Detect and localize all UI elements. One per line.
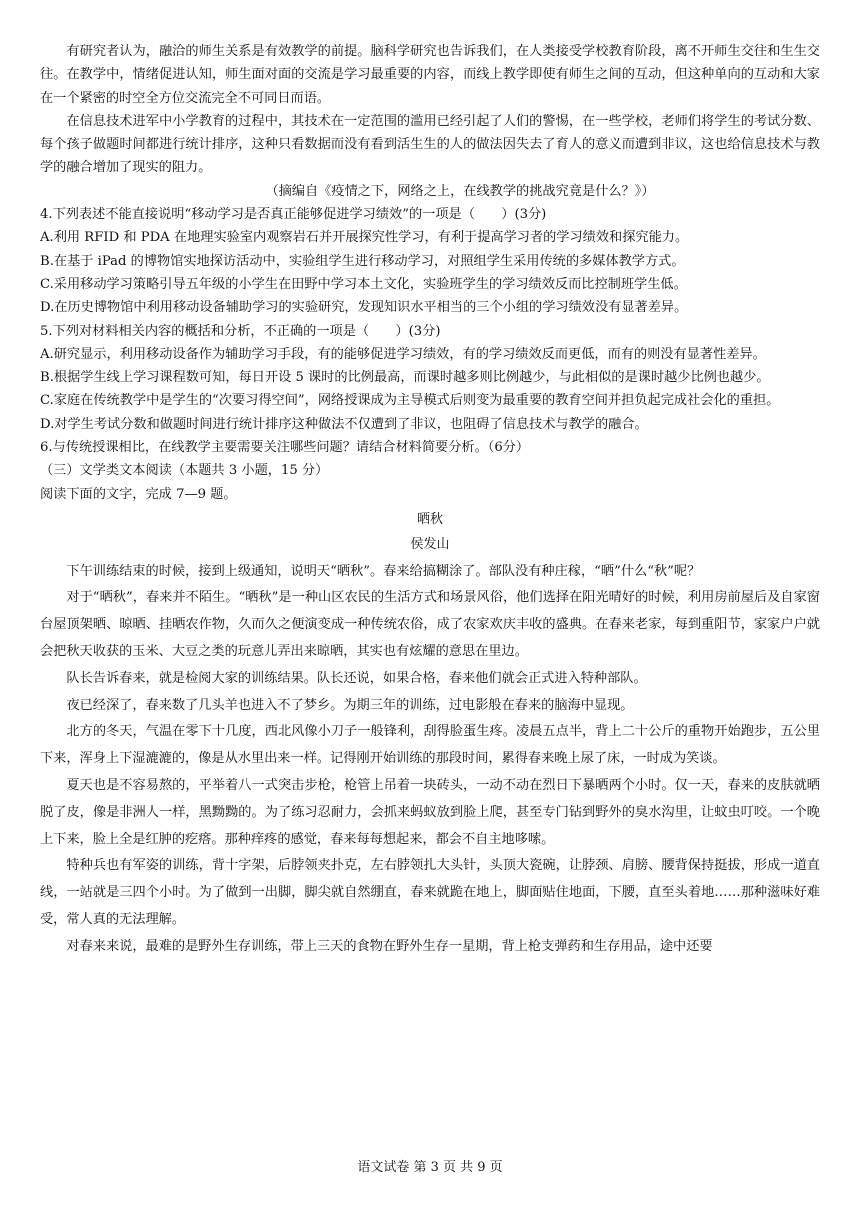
question-4-stem: 4.下列表述不能直接说明“移动学习是否真正能够促进学习绩效”的一项是（ ）(3分) (40, 207, 547, 223)
question-4-option-a: A.利用 RFID 和 PDA 在地理实验室内观察岩石并开展探究性学习，有利于提高学习者的学习绩效和探究能力。 (40, 230, 689, 246)
question-5-option-b: B.根据学生线上学习课程数可知，每日开设 5 课时的比例最高，而课时越多则比例越少，与此相似的是课时越少比例也越少。 (40, 370, 770, 386)
story-title: 晒秋 (416, 511, 443, 527)
story-paragraph: 下午训练结束的时候，接到上级通知，说明天“晒秋”。春来给搞糊涂了。部队没有种庄稼，“晒”什么“秋”呢？ (66, 563, 701, 579)
page-footer: 语文试卷 第 3 页 共 9 页 (357, 1160, 503, 1175)
question-4-option-d: D.在历史博物馆中利用移动设备辅助学习的实验研究，发现知识水平相当的三个小组的学习绩效没有显著差异。 (40, 300, 688, 316)
source-note: （摘编自《疫情之下，网络之上，在线教学的挑战究竟是什么？》） (265, 183, 655, 199)
story-paragraph: 队长告诉春来，就是检阅大家的训练结果。队长还说，如果合格，春来他们就会正式进入特种部队。 (66, 670, 647, 686)
question-5-stem: 5.下列对材料相关内容的概括和分析，不正确的一项是（ ）(3分) (40, 323, 441, 339)
exam-page (40, 40, 820, 960)
story-paragraph: 夜已经深了，春来数了几头羊也进入不了梦乡。为期三年的训练，过电影般在春来的脑海中显现。 (66, 697, 634, 713)
story-body (40, 559, 820, 961)
question-5-option-c: C.家庭在传统教学中是学生的“次要习得空间”，网络授课成为主导模式后则变为最重要的教育空间并担负起完成社会化的重担。 (40, 393, 780, 409)
story-paragraph: 北方的冬天，气温在零下十几度，西北风像小刀子一般锋利，刮得脸蛋生疼。凌晨五点半，背上二十公斤的重物开始跑步，五公里下来，浑身上下湿漉漉的，像是从水里出来一样。记得刚开始训练的那段时间，累得春来晚上尿了床，一时成为笑谈。 (40, 724, 820, 767)
story-author: 侯发山 (410, 537, 450, 553)
section-instruction: 阅读下面的文字，完成 7—9 题。 (40, 486, 237, 502)
question-5-option-d: D.对学生考试分数和做题时间进行统计排序这种做法不仅遭到了非议，也阻碍了信息技术与教学的融合。 (40, 416, 648, 432)
question-5-option-a: A.研究显示，利用移动设备作为辅助学习手段，有的能够促进学习绩效，有的学习绩效反而更低，而有的则没有显著性差异。 (40, 346, 766, 362)
story-paragraph: 对于“晒秋”，春来并不陌生。“晒秋”是一种山区农民的生活方式和场景风俗，他们选择在阳光晴好的时候，利用房前屋后及自家窗台屋顶架晒、晾晒、挂晒农作物，久而久之便演变成一种传统农俗，成了农家欢庆丰收的盛典。在春来老家，每到重阳节，家家户户就会把秋天收获的玉米、大豆之类的玩意儿弄出来晾晒，其实也有炫耀的意思在里边。 (40, 590, 820, 659)
question-6: 6.与传统授课相比，在线教学主要需要关注哪些问题？请结合材料简要分析。（6分） (40, 440, 530, 456)
question-4-option-b: B.在基于 iPad 的博物馆实地探访活动中，实验组学生进行移动学习，对照组学生采用传统的多媒体教学方式。 (40, 253, 685, 269)
section-heading: （三）文学类文本阅读（本题共 3 小题，15 分） (40, 463, 329, 479)
story-paragraph: 特种兵也有军姿的训练，背十字架，后脖领夹扑克，左右脖领扎大头针，头顶大瓷碗，让脖颈、肩膀、腰背保持挺拔，形成一道直线，一站就是三四个小时。为了做到一出脚，脚尖就自然绷直，春来就跪在地上，脚面贴住地面，下腰，直至头着地……那种滋味好难受，常人真的无法理解。 (40, 858, 820, 927)
body-paragraph: 在信息技术进军中小学教育的过程中，其技术在一定范围的滥用已经引起了人们的警惕，在一些学校，老师们将学生的考试分数、每个孩子做题时间都进行统计排序，这种只看数据而没有看到活生生的人的做法因失去了育人的意义而遭到非议，这也给信息技术与教学的融合增加了现实的阻力。 (40, 113, 820, 176)
story-paragraph: 夏天也是不容易熬的，平举着八一式突击步枪，枪管上吊着一块砖头，一动不动在烈日下暴晒两个小时。仅一天，春来的皮肤就晒脱了皮，像是非洲人一样，黑黝黝的。为了练习忍耐力，会抓来蚂蚁放到脸上爬，甚至专门钻到野外的臭水沟里，让蚊虫叮咬。一个晚上下来，脸上全是红肿的疙瘩。那种痒疼的感觉，春来每每想起来，都会不自主地哆嗦。 (40, 777, 820, 847)
story-paragraph: 对春来来说，最难的是野外生存训练，带上三天的食物在野外生存一星期，背上枪支弹药和生存用品，途中还要 (66, 938, 713, 954)
body-paragraph: 有研究者认为，融洽的师生关系是有效教学的前提。脑科学研究也告诉我们，在人类接受学校教育阶段，离不开师生交往和生生交往。在教学中，情绪促进认知，师生面对面的交流是学习最重要的内容，而线上教学即使有师生之间的互动，但这种单向的互动和大家在一个紧密的时空全方位交流完全不可同日而语。 (40, 44, 820, 106)
question-4-option-c: C.采用移动学习策略引导五年级的小学生在田野中学习本土文化，实验班学生的学习绩效反而比控制班学生低。 (40, 276, 687, 292)
